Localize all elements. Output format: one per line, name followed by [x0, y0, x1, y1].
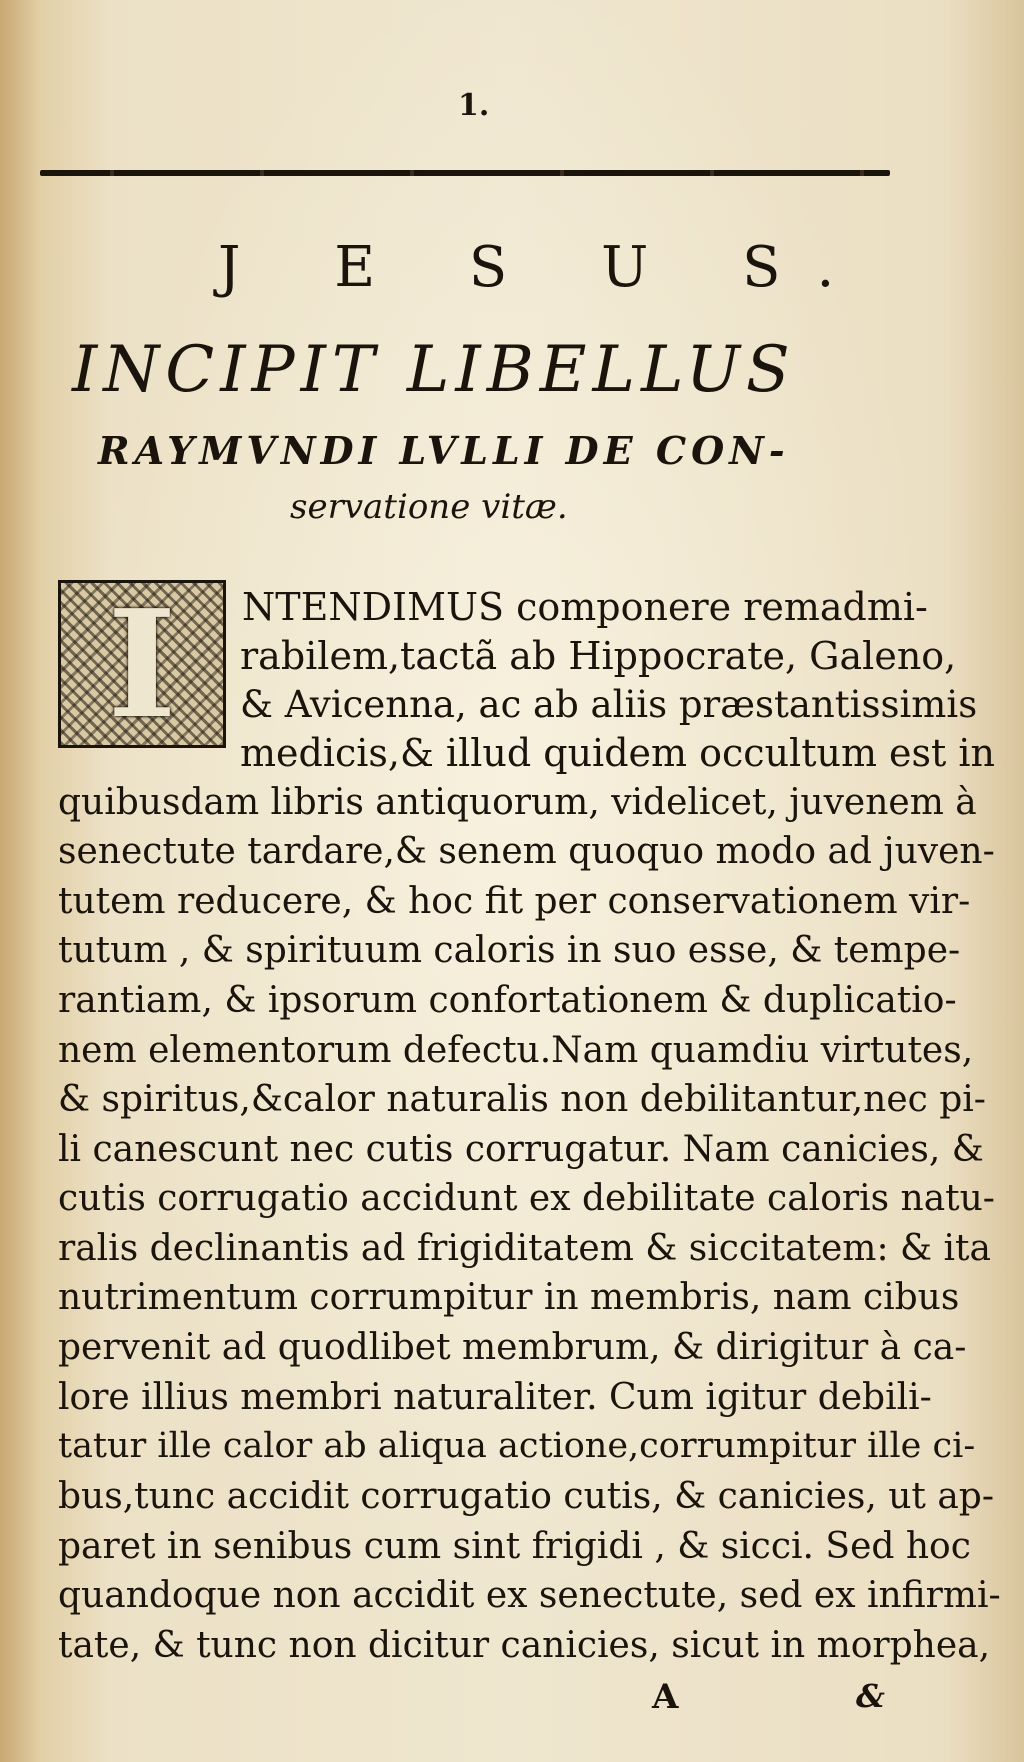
signature-mark: A [652, 1677, 679, 1717]
body-line: & Avicenna, ac ab aliis præstantissimis [240, 683, 978, 726]
body-line: tutum , & spirituum caloris in suo esse, & tempe- [58, 930, 961, 971]
body-line: quandoque non accidit ex senectute, sed ex infirmi- [58, 1575, 1001, 1616]
heading-jesus: J E S U S. [218, 235, 873, 300]
body-line: lore illius membri naturaliter. Cum igitur debili- [58, 1377, 932, 1418]
body-line: cutis corrugatio accidunt ex debilitate caloris natu- [58, 1178, 995, 1219]
body-line: bus,tunc accidit corrugatio cutis, & canicies, ut ap- [58, 1476, 995, 1517]
title-line-2: RAYMVNDI LVLLI DE CON- [98, 428, 790, 473]
title-line-1: INCIPIT LIBELLUS [72, 333, 796, 407]
body-line: tatur ille calor ab aliqua actione,corrumpitur ille ci- [58, 1426, 976, 1466]
page-number: 1. [458, 88, 490, 123]
header-rule [40, 170, 890, 176]
body-line: senectute tardare,& senem quoquo modo ad juven- [58, 831, 995, 872]
body-line: medicis,& illud quidem occultum est in [240, 731, 996, 775]
body-line: ralis declinantis ad frigiditatem & siccitatem: & ita [58, 1228, 991, 1269]
body-line: li canescunt nec cutis corrugatur. Nam canicies, & [58, 1129, 984, 1170]
decorated-initial [58, 577, 226, 751]
body-line: paret in senibus cum sint frigidi , & sicci. Sed hoc [58, 1526, 971, 1567]
catchword: & [856, 1677, 885, 1715]
body-line: tutem reducere, & hoc fit per conservationem vir- [58, 881, 971, 922]
initial-letter: I [107, 577, 177, 751]
body-line: nutrimentum corrumpitur in membris, nam cibus [58, 1277, 960, 1318]
body-line: rantiam, & ipsorum confortationem & duplicatio- [58, 980, 957, 1021]
body-line: rabilem,tactã ab Hippocrate, Galeno, [240, 634, 957, 678]
body-line: & spiritus,&calor naturalis non debilitantur,nec pi- [58, 1079, 986, 1120]
body-line: nem elementorum defectu.Nam quamdiu virtutes, [58, 1030, 974, 1071]
body-line: NTENDIMUS componere remadmi- [242, 585, 928, 629]
title-line-3: servatione vitæ. [290, 487, 568, 527]
body-line: quibusdam libris antiquorum, videlicet, juvenem à [58, 782, 977, 823]
body-line: pervenit ad quodlibet membrum, & dirigitur à ca- [58, 1327, 967, 1368]
body-line: tate, & tunc non dicitur canicies, sicut in morphea, [58, 1625, 991, 1666]
